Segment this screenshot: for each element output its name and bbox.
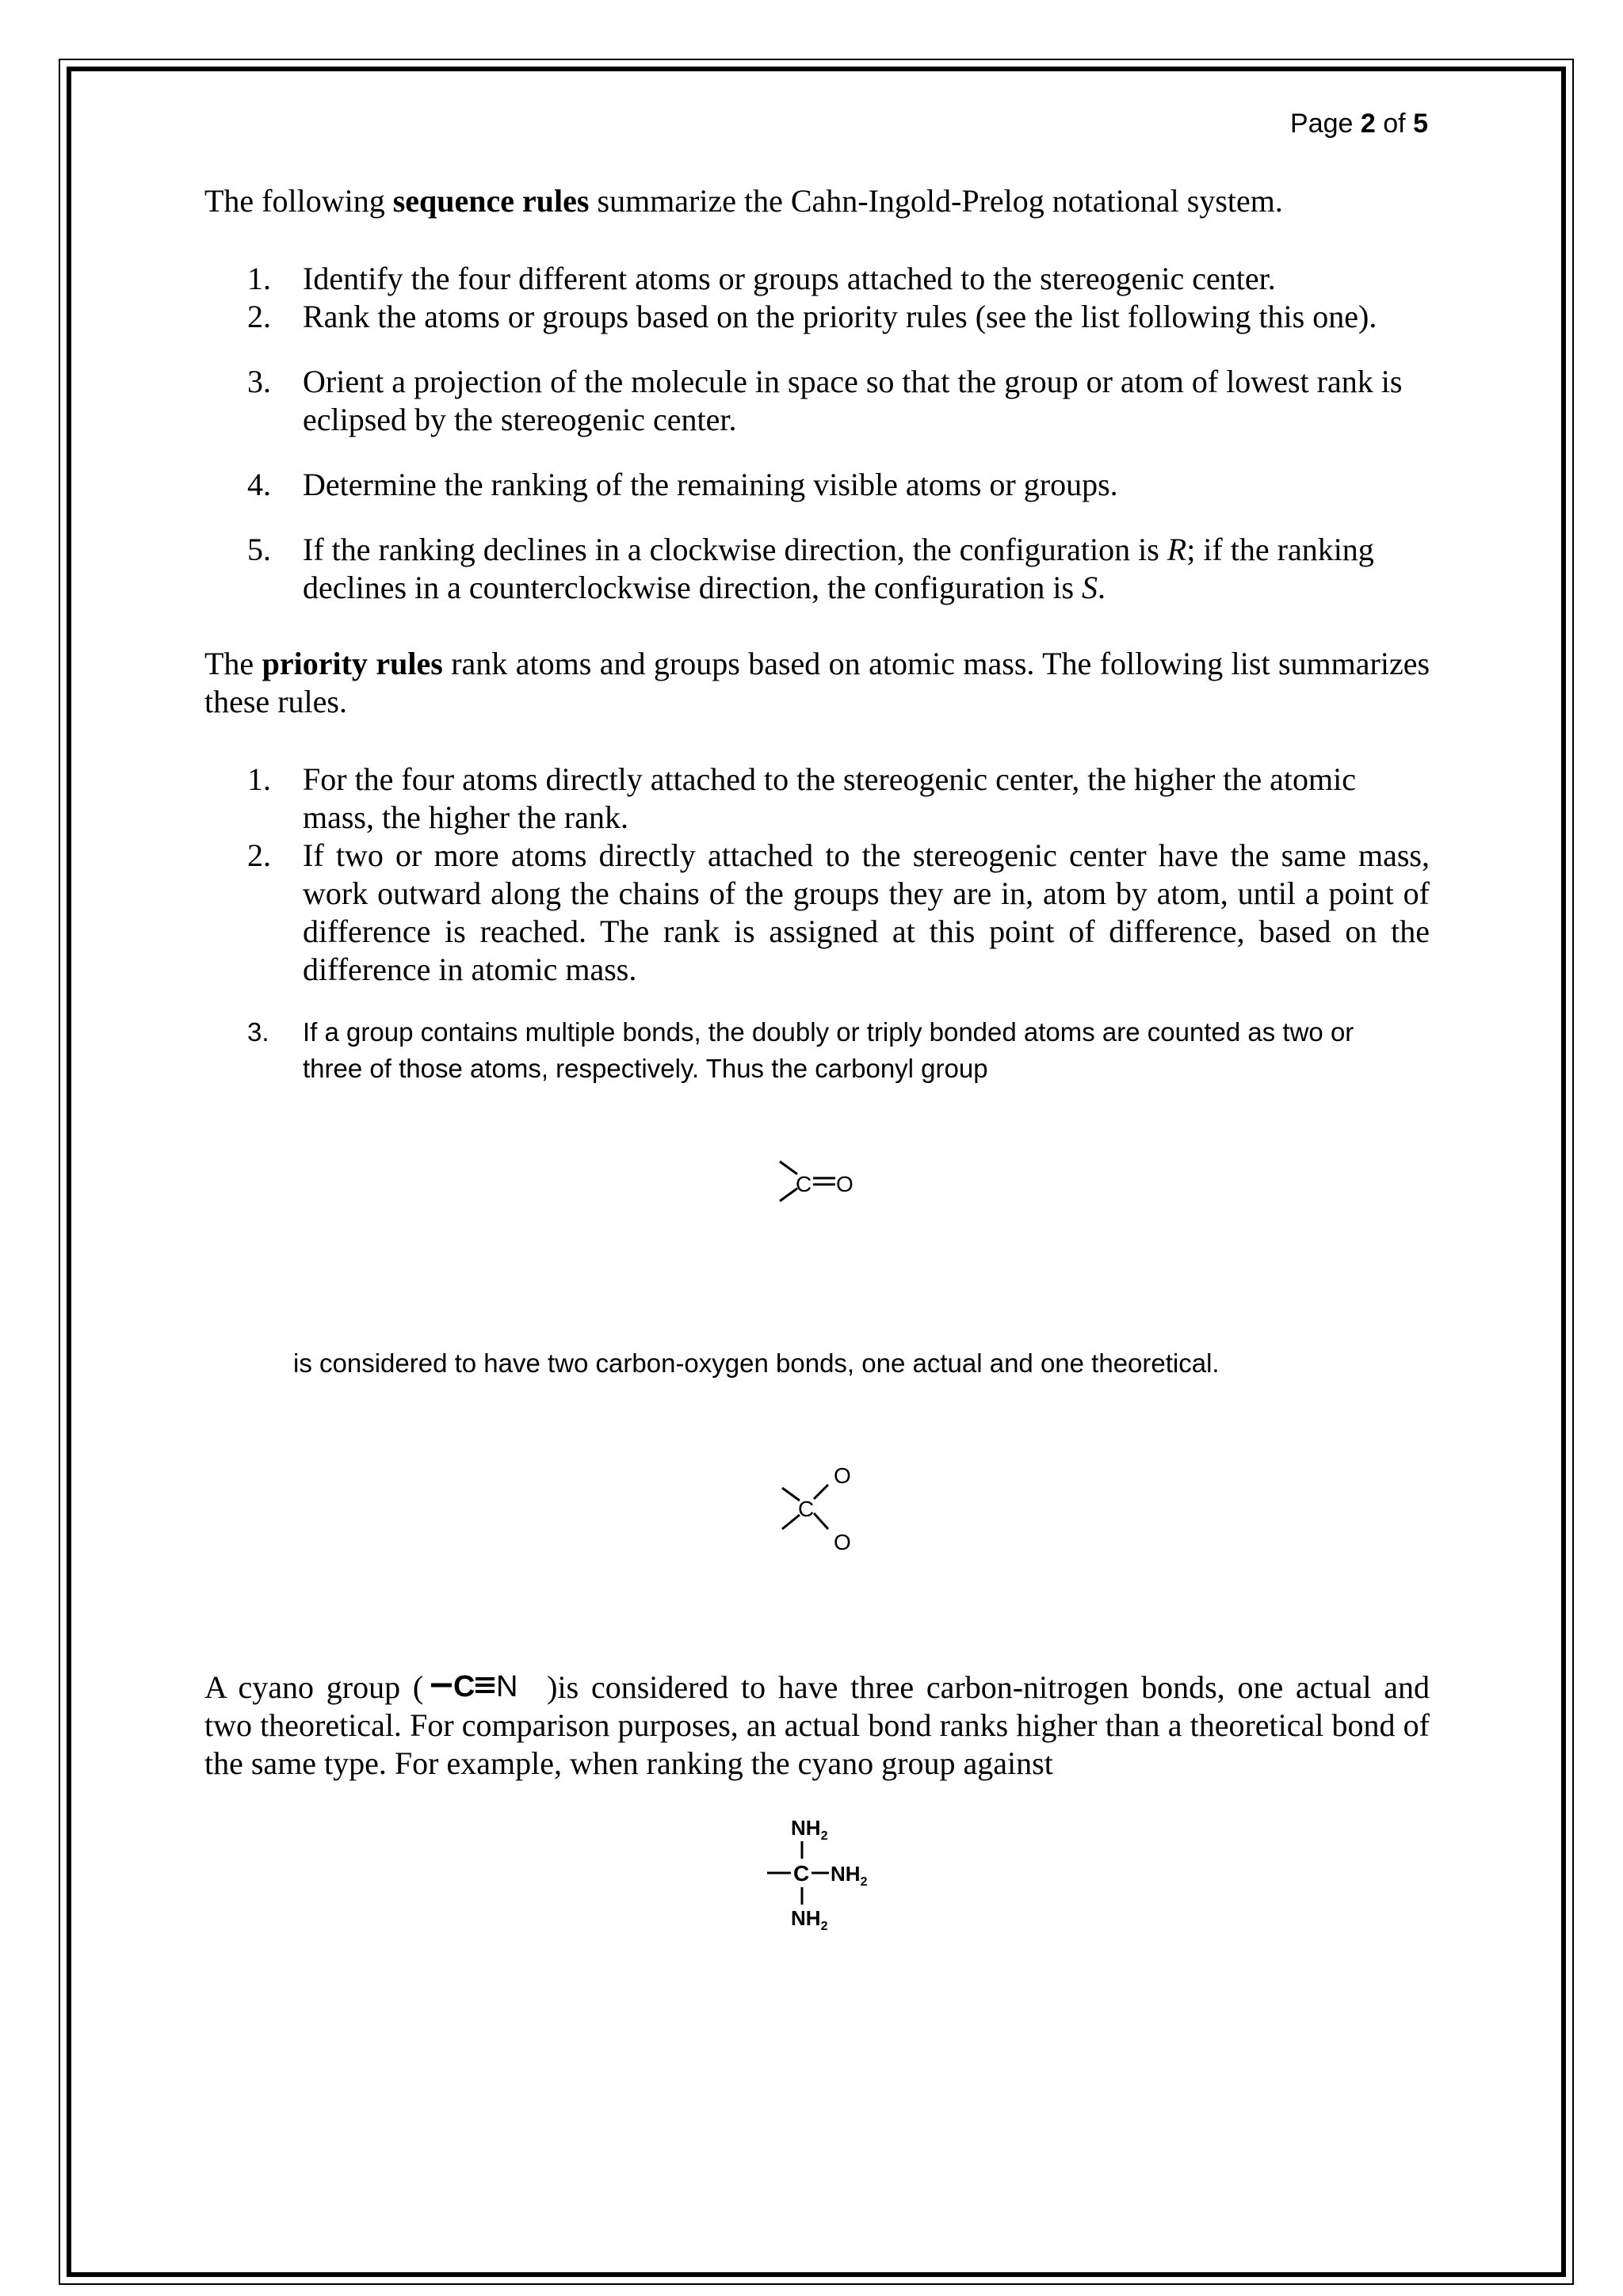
amine-carbon-label: C bbox=[793, 1861, 810, 1886]
carbonyl-oxygen-label: O bbox=[836, 1172, 854, 1196]
sequence-rule-1: 1. Identify the four different atoms or groups attached to the stereogenic center. bbox=[247, 261, 1276, 296]
triamino-carbon-diagram bbox=[753, 1813, 896, 1939]
priority-rule-2: 2. If two or more atoms directly attached to the stereogenic center have the same mass, work outward along the chains of the groups they are in, atom by atom, until a point of difference is reached. The rank is assigned at this point of difference, based on the difference in atomic mass. bbox=[247, 837, 1430, 987]
expanded-oxygen-bottom-label: O bbox=[834, 1530, 851, 1554]
svg-text:N: N bbox=[496, 1670, 518, 1701]
sequence-rule-5: 5. If the ranking declines in a clockwise direction, the configuration is R; if the ranking declines in a counterclockwise direction, the configuration is S. bbox=[247, 532, 1374, 605]
expanded-carbonyl-diagram bbox=[773, 1456, 860, 1559]
sequence-rule-4: 4. Determine the ranking of the remaining visible atoms or groups. bbox=[247, 467, 1118, 502]
cyano-formula-icon bbox=[428, 1669, 521, 1701]
carbonyl-carbon-label: C bbox=[796, 1172, 812, 1196]
expanded-carbon-label: C bbox=[798, 1497, 815, 1521]
considered-text: is considered to have two carbon-oxygen bonds, one actual and one theoretical. bbox=[293, 1348, 1220, 1378]
priority-rule-1: 1. For the four atoms directly attached to the stereogenic center, the higher the atomic mass, the higher the rank. bbox=[247, 761, 1357, 835]
expanded-oxygen-top-label: O bbox=[834, 1463, 851, 1488]
cyano-paragraph: A cyano group ( C N )is considered to have three carbon-nitrogen bonds, one actual and two theoretical. For comparison purposes, an actual bond ranks higher than a theoretical bond of the same type. For example, when ranking the cyano group against bbox=[204, 1669, 1430, 1781]
priority-rule-3: 3. If a group contains multiple bonds, the doubly or triply bonded atoms are counted as two or three of those atoms, respectively. Thus the carbonyl group bbox=[247, 1017, 1354, 1083]
amine-right-label: $NH_2$ bbox=[831, 1862, 868, 1889]
amine-top-label: $NH_2$ bbox=[791, 1816, 828, 1843]
sequence-rule-2: 2. Rank the atoms or groups based on the priority rules (see the list following this one). bbox=[247, 299, 1377, 334]
sequence-rule-3: 3. Orient a projection of the molecule in space so that the group or atom of lowest rank is eclipsed by the stereogenic center. bbox=[247, 364, 1403, 437]
amine-bottom-label: $NH_2$ bbox=[791, 1906, 828, 1933]
svg-text:C: C bbox=[453, 1670, 475, 1701]
intro-paragraph: The following sequence rules summarize the Cahn-Ingold-Prelog notational system. bbox=[204, 183, 1283, 219]
priority-intro-paragraph: The priority rules rank atoms and groups based on atomic mass. The following list summarizes these rules. bbox=[204, 646, 1430, 719]
carbonyl-group-diagram bbox=[769, 1157, 864, 1228]
page-number: Page 2 of 5 bbox=[1290, 109, 1428, 139]
